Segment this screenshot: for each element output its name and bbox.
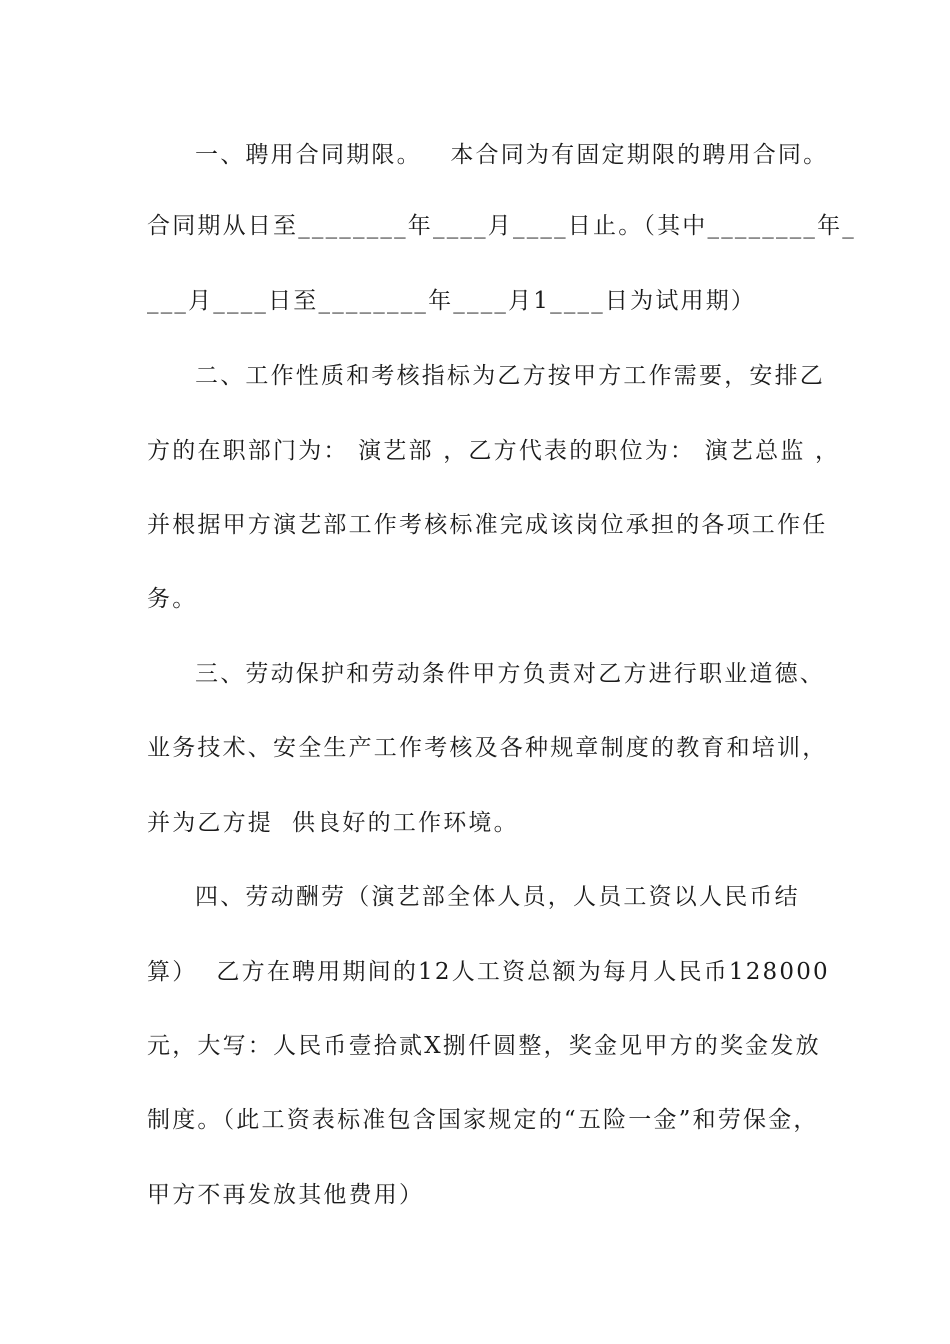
- clause-2-line-4: 务。: [147, 586, 198, 612]
- clause-2-line-3: 并根据甲方演艺部工作考核标准完成该岗位承担的各项工作任: [147, 512, 828, 538]
- clause-2-line-2: 方的在职部门为： 演艺部 ，乙方代表的职位为： 演艺总监 ，: [147, 438, 841, 464]
- clause-4-line-3: 元，大写：人民币壹拾贰X捌仟圆整，奖金见甲方的奖金发放: [147, 1033, 821, 1059]
- clause-4-line-4: 制度。（此工资表标准包含国家规定的“五险一金”和劳保金，: [147, 1107, 819, 1133]
- clause-4-line-2: 算） 乙方在聘用期间的12人工资总额为每月人民币128000: [147, 959, 830, 985]
- clause-1-line-1: 一、聘用合同期限。 本合同为有固定期限的聘用合同。: [195, 142, 829, 168]
- clause-2-line-1: 二、工作性质和考核指标为乙方按甲方工作需要，安排乙: [195, 363, 825, 389]
- clause-3-line-1: 三、劳动保护和劳动条件甲方负责对乙方进行职业道德、: [195, 661, 825, 687]
- clause-1-line-3: ___月____日至________年____月1____日为试用期）: [147, 288, 757, 314]
- clause-3-line-2: 业务技术、安全生产工作考核及各种规章制度的教育和培训，: [147, 735, 828, 761]
- clause-3-line-3: 并为乙方提 供良好的工作环境。: [147, 810, 519, 836]
- clause-1-line-2: 合同期从日至________年____月____日止。（其中________年_: [147, 213, 856, 239]
- clause-4-line-5: 甲方不再发放其他费用）: [147, 1182, 425, 1208]
- clause-4-line-1: 四、劳动酬劳（演艺部全体人员，人员工资以人民币结: [195, 884, 800, 910]
